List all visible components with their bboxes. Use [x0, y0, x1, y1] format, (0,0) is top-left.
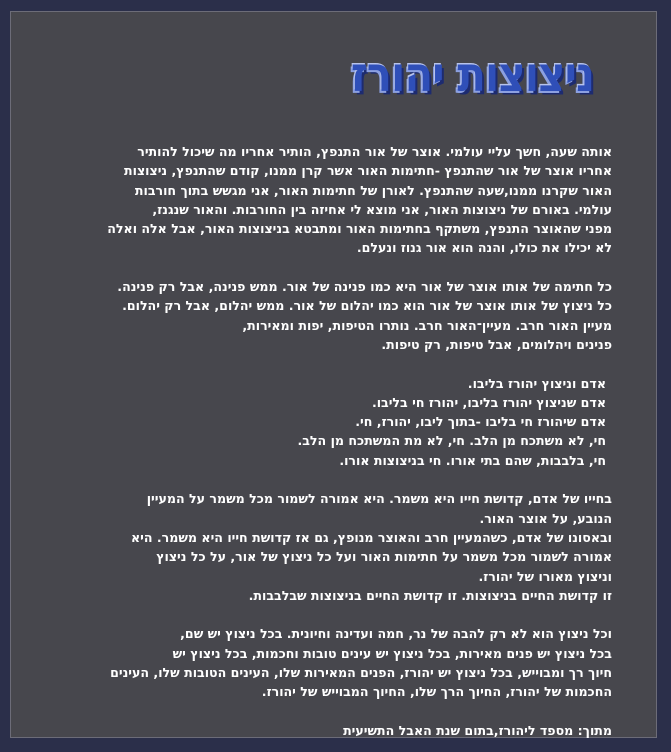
text-line: בכל ניצוץ יש פנים מאירות, בכל ניצוץ יש עינים טובות וחכמות, בכל ניצוץ יש: [172, 645, 612, 661]
text-line: הנובע, על אוצר האור.: [479, 510, 612, 526]
text-line: חיוך רך ומבוייש, בכל ניצוץ יש יהורז, הפנים המאירות שלו, העינים הטובות שלו, העינים: [110, 665, 612, 681]
text-line: חי, בלבבות, שהם בתי אורו. חי בניצוצות אורו.: [339, 452, 606, 468]
text-line: עולמי. באורם של ניצוצות האור, אני מוצא לי אחיזה בין החורבות. והאור שנגנז,: [152, 201, 612, 217]
paragraph-gap: [34, 354, 612, 373]
text-line: אדם וניצוץ יהורז בליבו.: [467, 375, 606, 391]
eulogy-text: [34, 142, 612, 740]
paragraph-2: [34, 277, 612, 354]
text-line: החכמות של יהורז, החיוך הרך שלו, החיוך המבוייש של יהורז.: [261, 684, 612, 700]
text-line: כל ניצוץ של אותו אוצר של אור הוא כמו יהלום של אור. ממש יהלום, אבל רק יהלום.: [122, 298, 612, 314]
paragraph-4: [34, 489, 612, 605]
paragraph-5: [34, 624, 612, 701]
text-line: מפני שהאוצר התנפץ, משתקף בחתימות האור ומתבטא בניצוצות האור, אבל אלה ואלה: [107, 221, 612, 237]
paragraph-gap: [34, 605, 612, 624]
text-line: מעיין האור חרב. מעיין־האור חרב. נותרו הטיפות, יפות ומאירות,: [242, 317, 612, 333]
text-line: אותה שעה, חשך עליי עולמי. אוצר של אור התנפץ, הותיר אחריו מה שיכול להותיר: [137, 144, 612, 159]
text-line: ובאסונו של אדם, כשהמעיין חרב והאוצר מנופץ, גם אז קדושת חייו היא משמר. היא: [130, 529, 612, 545]
page-title: ניצוצות יהורז: [350, 46, 594, 103]
text-line: בחייו של אדם, קדושת חייו היא משמר. היא אמורה לשמור מכל משמר על המעיין: [146, 491, 612, 507]
page-frame: [10, 11, 657, 738]
paragraph-1: [34, 142, 612, 258]
text-line: וכל ניצוץ הוא לא רק להבה של נר, חמה ועדינה וחיונית. בכל ניצוץ יש שם,: [180, 626, 612, 642]
text-line: אחריו אוצר של אור שהתנפץ -חתימות האור אשר קרן ממנו, קודם שהתנפץ, ניצוצות: [124, 163, 612, 179]
paragraph-gap: [34, 470, 612, 489]
source-note: מתוך: מספד ליהורז,בתום שנת האבל התשיעית: [343, 722, 612, 738]
paragraph-gap: [34, 258, 612, 277]
text-line: האור שקרנו ממנו,שעה שהתנפץ. לאורן של חתימות האור, אני מגשש בתוך חורבות: [134, 182, 612, 198]
text-line: אדם שניצוץ יהורז בליבו, יהורז חי בליבו.: [371, 394, 606, 410]
text-line: אדם שיהורז חי בליבו -בתוך ליבו, יהורז, חי.: [355, 414, 606, 430]
text-line: אמורה לשמור מכל משמר על חתימות האור ועל כל ניצוץ של אור, על כל ניצוץ: [156, 549, 612, 565]
paragraph-3: [34, 374, 612, 470]
text-line: כל חתימה של אותו אוצר של אור היא כמו פנינה של אור. ממש פנינה, אבל רק פנינה.: [117, 279, 612, 295]
text-line: פנינים ויהלומים, אבל טיפות, רק טיפות.: [381, 336, 612, 352]
text-line: לא יכילו את כולו, והנה הוא אור גנוז ונעלם.: [356, 240, 612, 256]
text-line: וניצוץ מאורו של יהורז.: [478, 568, 612, 584]
text-line: חי, לא משתכח מן הלב. חי, לא מת המשתכח מן הלב.: [297, 433, 606, 449]
text-line: זו קדושת החיים בניצוצות. זו קדושת החיים בניצוצות שבלבבות.: [248, 587, 612, 603]
